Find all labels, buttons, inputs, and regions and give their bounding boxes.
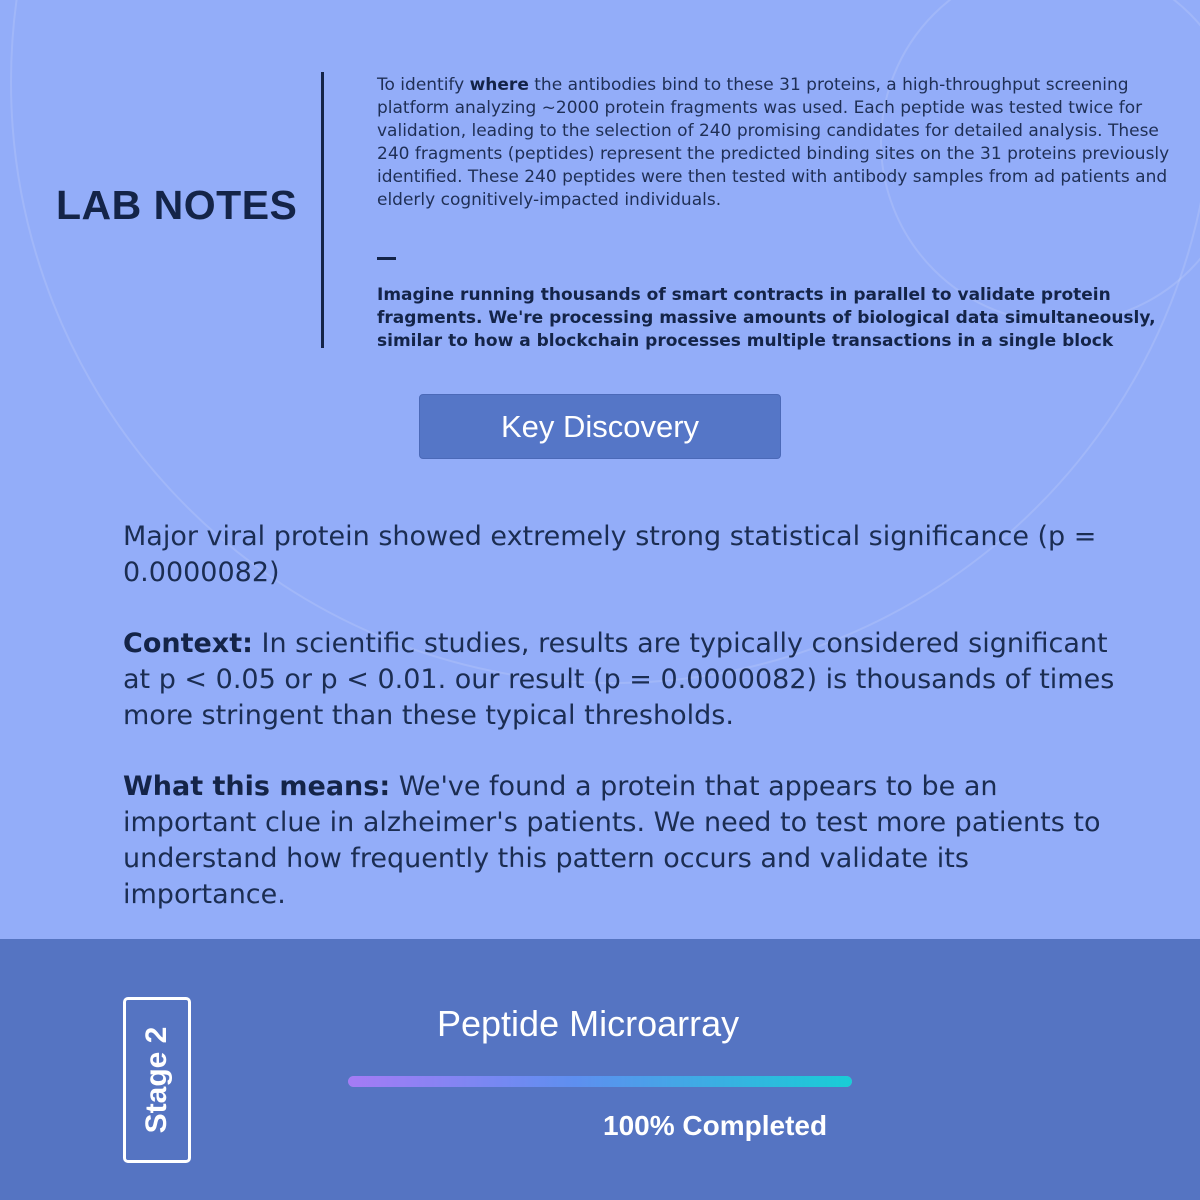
progress-fill: [348, 1076, 852, 1087]
key-discovery-button[interactable]: Key Discovery: [419, 394, 781, 459]
lab-notes-analogy: Imagine running thousands of smart contracts in parallel to validate protein fragments. We're processing massive amounts of biological data simultaneously, similar to how a blockchain processes multiple transactions in a single block: [377, 285, 1156, 351]
lab-notes-title: LAB NOTES: [56, 182, 298, 228]
lab-notes-body-rest: the antibodies bind to these 31 proteins, a high-throughput screening platform analyzing ~2000 protein fragments was used. Each peptide was tested twice for validation, leading to the selection of 240 promising candidates for detailed analysis. These 240 fragments (peptides) represent the predicted binding sites on the 31 proteins previously identified. These 240 peptides were then tested with antibody samples from ad patients and elderly cognitively-impacted individuals.: [377, 75, 1170, 210]
progress-bar: [348, 1076, 852, 1087]
context-text: In scientific studies, results are typically considered significant at p < 0.05 or p < 0.01. our result (p = 0.0000082) is thousands of times more stringent than these typical thresholds.: [123, 628, 1115, 731]
vertical-divider: [321, 72, 324, 348]
context-paragraph: [123, 626, 1123, 734]
context-label: Context:: [123, 628, 253, 659]
progress-label: 100% Completed: [603, 1110, 828, 1141]
lab-notes-body: [377, 74, 1177, 212]
lab-notes-body-start: To identify: [377, 75, 470, 95]
result-paragraph: Major viral protein showed extremely strong statistical significance (p = 0.0000082): [123, 521, 1097, 588]
dash-separator: [377, 257, 396, 260]
stage-title: Peptide Microarray: [437, 1003, 740, 1044]
lab-notes-body-emphasis: where: [469, 75, 529, 95]
meaning-text: We've found a protein that appears to be an important clue in alzheimer's patients. We need to test more patients to understand how frequently this pattern occurs and validate its importance.: [123, 771, 1101, 910]
meaning-paragraph: [123, 769, 1123, 913]
findings-section: [123, 519, 1123, 948]
stage-badge-label: Stage 2: [140, 1026, 173, 1134]
meaning-label: What this means:: [123, 771, 391, 802]
stage-badge: [123, 997, 191, 1163]
